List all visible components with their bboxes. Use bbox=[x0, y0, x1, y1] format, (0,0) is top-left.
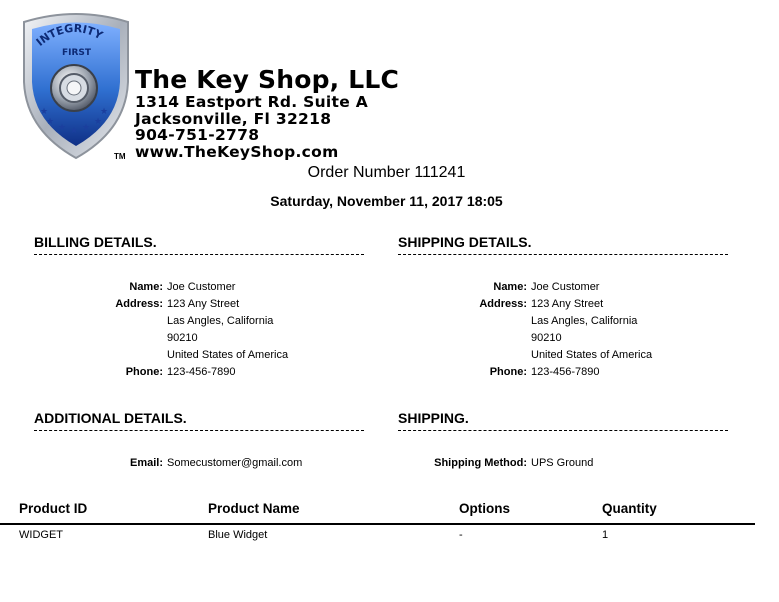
company-phone: 904-751-2778 bbox=[135, 126, 260, 144]
shipping-address-line-4: United States of America bbox=[531, 349, 653, 361]
billing-address-line-1: 123 Any Street bbox=[167, 298, 240, 310]
billing-address-line-4: United States of America bbox=[167, 349, 289, 361]
billing-heading: BILLING DETAILS. bbox=[34, 234, 364, 255]
product-name-cell: Blue Widget bbox=[208, 529, 268, 541]
billing-section bbox=[34, 234, 364, 255]
shipping-details-heading: SHIPPING DETAILS. bbox=[398, 234, 728, 255]
company-block bbox=[135, 66, 399, 160]
logo-sub-text: FIRST bbox=[62, 48, 92, 58]
shipping-address-line-1: 123 Any Street bbox=[531, 298, 604, 310]
product-table-header bbox=[0, 501, 755, 525]
shipping-phone-label: Phone: bbox=[489, 366, 527, 378]
billing-phone-label: Phone: bbox=[125, 366, 163, 378]
shipping-address-line-3: 90210 bbox=[531, 332, 562, 344]
shipping-details-section bbox=[398, 234, 728, 255]
svg-text:★: ★ bbox=[94, 116, 103, 126]
product-options-cell: - bbox=[459, 529, 463, 541]
shipping-method-label: Shipping Method: bbox=[434, 457, 527, 469]
svg-text:★: ★ bbox=[46, 116, 55, 126]
shipping-name: Joe Customer bbox=[531, 281, 600, 293]
shipping-heading: SHIPPING. bbox=[398, 410, 728, 431]
product-id-cell: WIDGET bbox=[19, 529, 63, 541]
email-label: Email: bbox=[129, 457, 163, 469]
column-header-quantity: Quantity bbox=[602, 501, 657, 516]
integrity-shield-icon bbox=[16, 12, 138, 162]
billing-address-line-3: 90210 bbox=[167, 332, 198, 344]
billing-phone: 123-456-7890 bbox=[167, 366, 236, 378]
billing-address-line-2: Las Angles, California bbox=[167, 315, 274, 327]
company-name: The Key Shop, LLC bbox=[135, 65, 400, 94]
billing-address-label: Address: bbox=[115, 298, 163, 310]
svg-text:★: ★ bbox=[70, 125, 79, 135]
shipping-name-label: Name: bbox=[493, 281, 527, 293]
svg-text:★: ★ bbox=[82, 122, 91, 132]
order-number: Order Number 111241 bbox=[307, 164, 466, 181]
logo-arc-text: INTEGRITY bbox=[33, 21, 105, 49]
svg-text:★: ★ bbox=[100, 106, 109, 116]
company-address-line-2: Jacksonville, Fl 32218 bbox=[135, 109, 332, 128]
email-value: Somecustomer@gmail.com bbox=[167, 457, 303, 469]
additional-details-heading: ADDITIONAL DETAILS. bbox=[34, 410, 364, 431]
order-date: Saturday, November 11, 2017 18:05 bbox=[270, 193, 503, 209]
svg-text:★: ★ bbox=[58, 122, 67, 132]
product-quantity-cell: 1 bbox=[602, 529, 609, 541]
shipping-phone: 123-456-7890 bbox=[531, 366, 600, 378]
billing-name-label: Name: bbox=[129, 281, 163, 293]
shipping-address-label: Address: bbox=[479, 298, 527, 310]
company-address-line-1: 1314 Eastport Rd. Suite A bbox=[135, 93, 369, 111]
company-website: www.TheKeyShop.com bbox=[135, 142, 339, 161]
billing-name: Joe Customer bbox=[167, 281, 236, 293]
column-header-options: Options bbox=[459, 501, 510, 516]
shipping-address-line-2: Las Angles, California bbox=[531, 315, 638, 327]
additional-details-section bbox=[34, 410, 364, 431]
company-logo bbox=[16, 12, 138, 162]
trademark-mark: TM bbox=[114, 152, 126, 161]
column-header-product-id: Product ID bbox=[19, 501, 88, 516]
column-header-product-name: Product Name bbox=[208, 501, 300, 516]
svg-text:★: ★ bbox=[40, 106, 49, 116]
shipping-method-value: UPS Ground bbox=[531, 457, 594, 469]
shipping-section bbox=[398, 410, 728, 431]
